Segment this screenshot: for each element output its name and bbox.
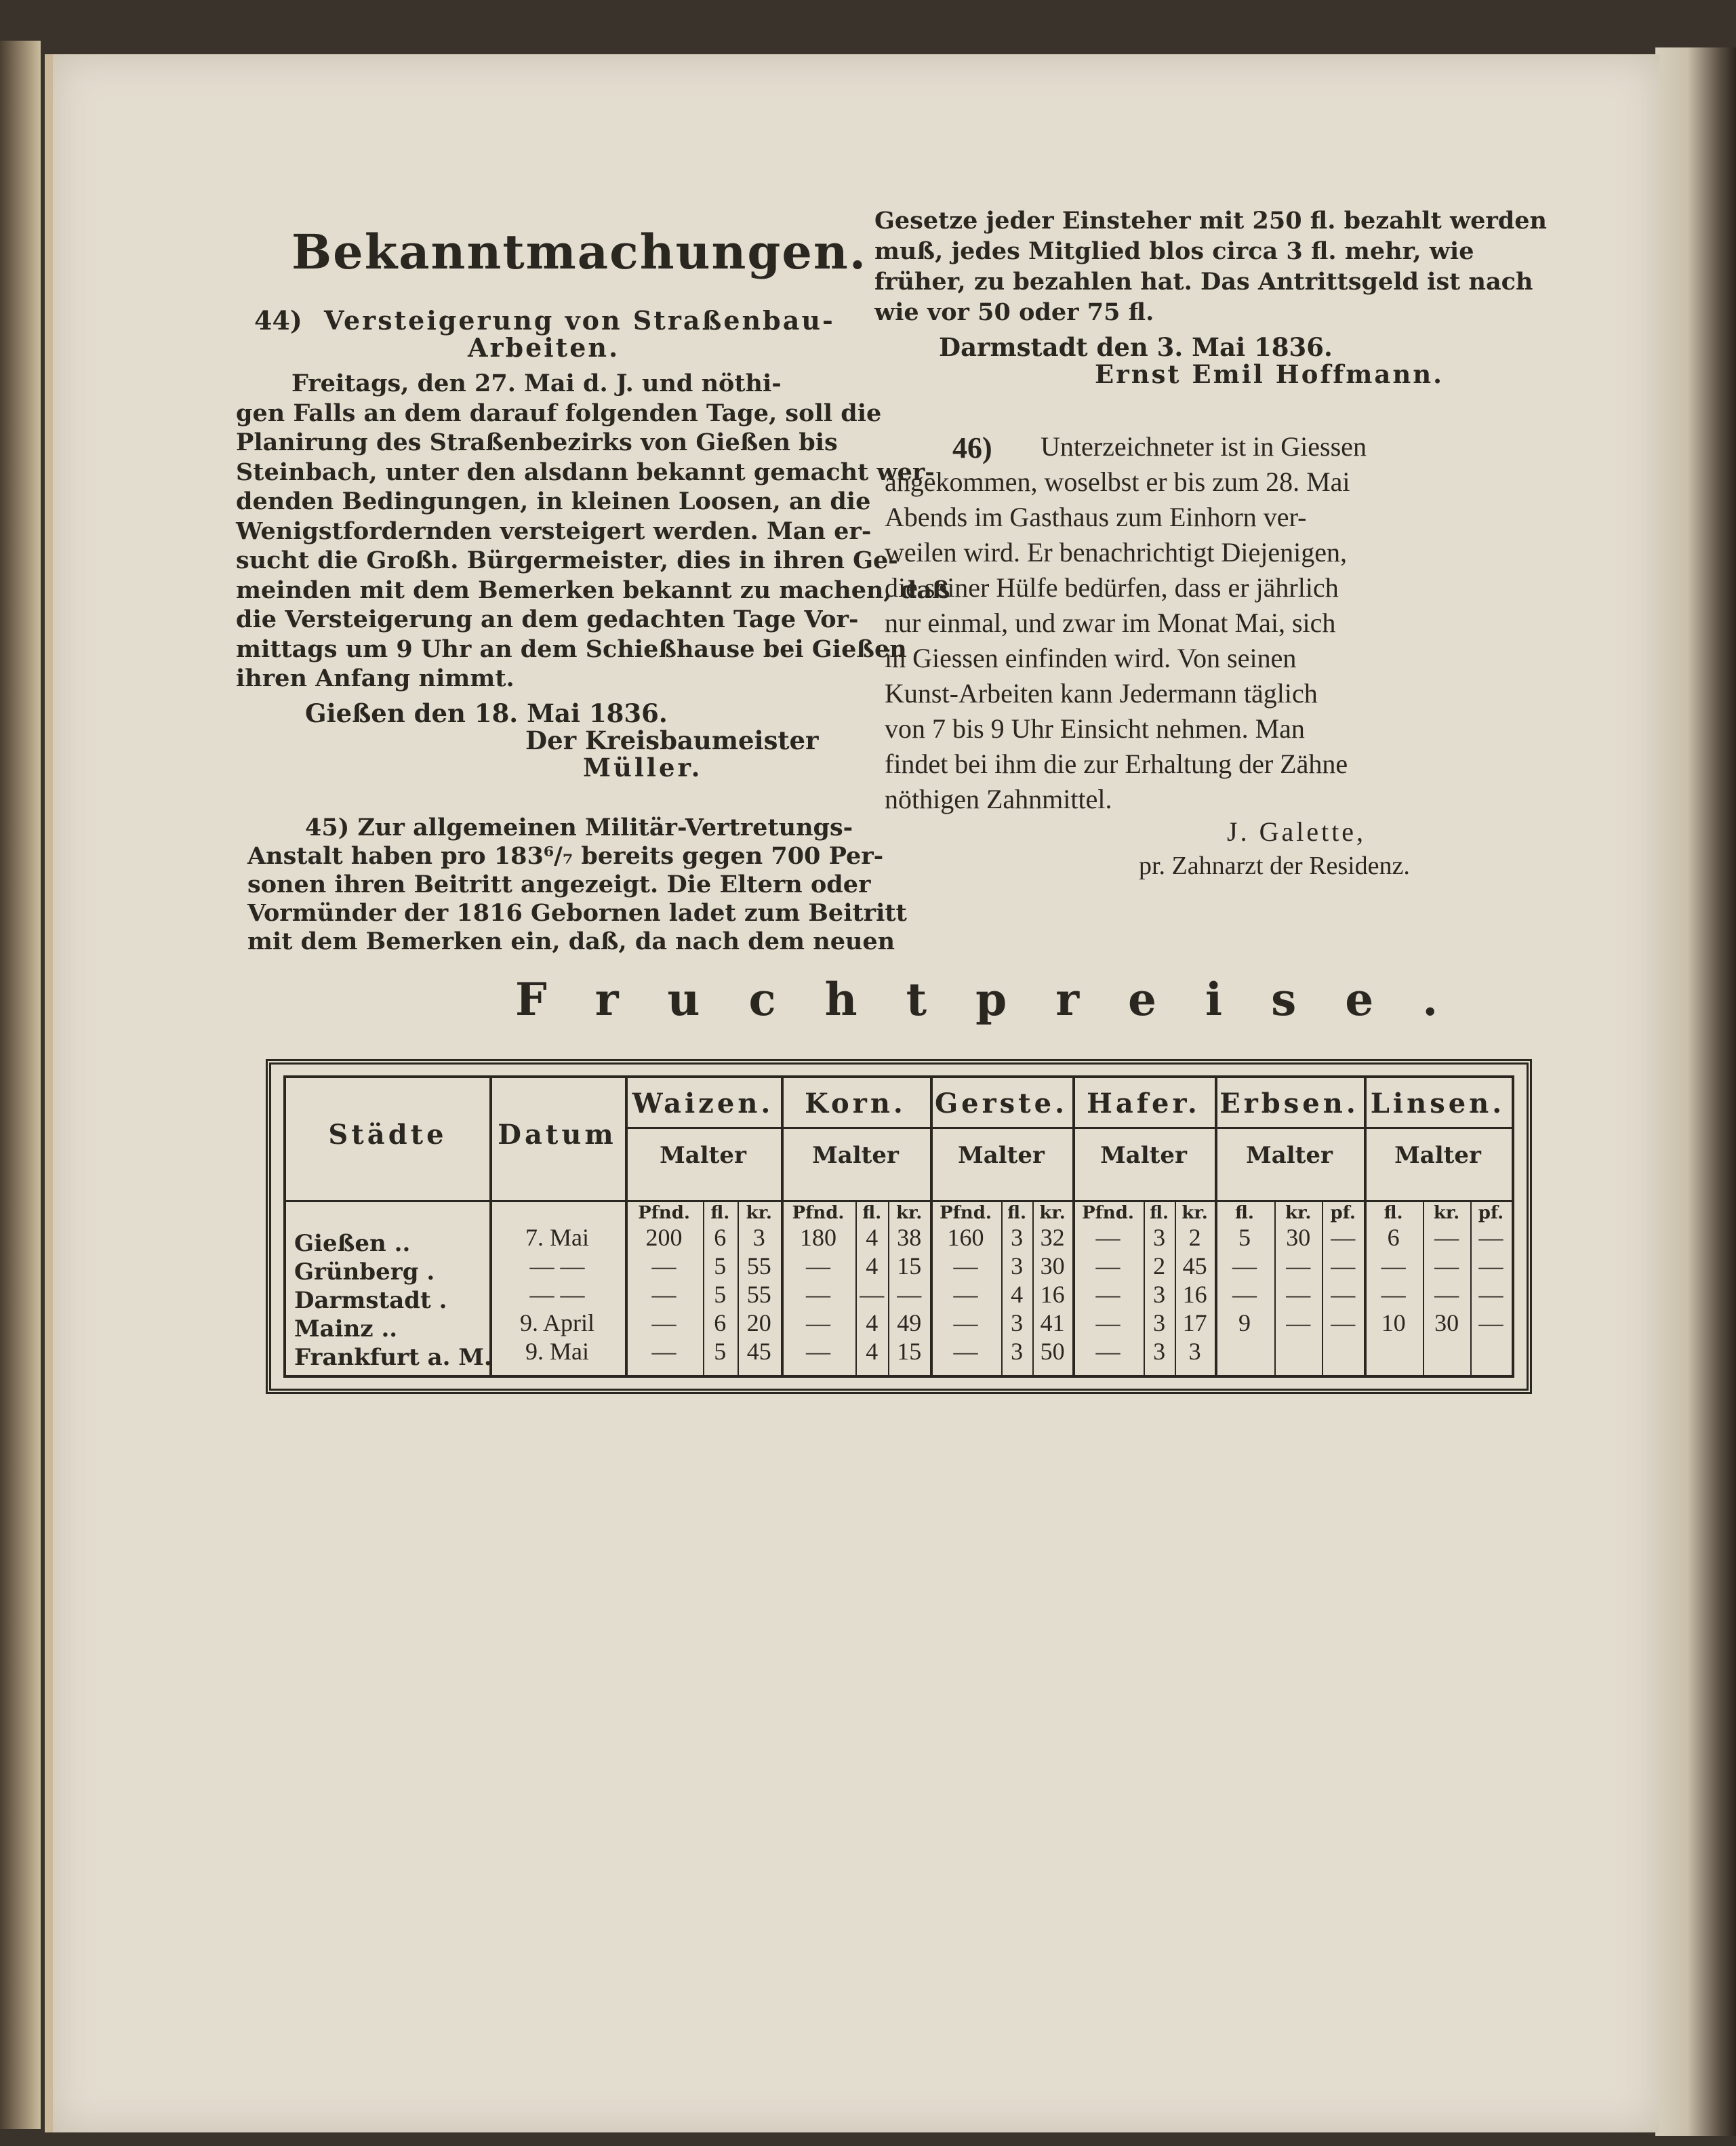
notice-46-signer-title: pr. Zahnarzt der Residenz. [1139,852,1410,880]
notice-45-line: wie vor 50 oder 75 fl. [874,298,1154,326]
price-cell: 16 [1182,1281,1207,1308]
notice-44-line: meinden mit dem Bemerken bekannt zu machen, daß [236,576,950,604]
price-cell: — [953,1309,978,1336]
header-unit: Malter [812,1142,899,1169]
price-cell: 30 [1040,1252,1065,1279]
fruchtpreise-table [266,1059,1532,1394]
table-row-city: Darmstadt . [294,1287,447,1314]
subheader-unit: fl. [710,1203,730,1223]
subheader-unit: kr. [1182,1203,1208,1223]
price-cell: — [1478,1252,1503,1279]
price-cell: 55 [746,1252,771,1279]
header-grain: Waizen. [632,1088,774,1119]
header-grain: Erbsen. [1219,1088,1359,1119]
price-cell: — [1381,1281,1406,1308]
notice-44-date: Gießen den 18. Mai 1836. [305,698,668,728]
price-cell: — [1095,1281,1121,1308]
price-cell: 180 [800,1224,836,1251]
header-unit: Malter [660,1142,746,1169]
notice-45-line: Vormünder der 1816 Gebornen ladet zum Beitritt [247,899,907,927]
price-cell: — [1434,1281,1459,1308]
price-cell: 45 [746,1338,771,1365]
price-cell: 3 [1011,1338,1024,1365]
price-cell: — [953,1338,978,1365]
notice-46-number: 46) [952,431,992,464]
price-cell: — [1331,1224,1356,1251]
price-cell: 3 [1153,1338,1166,1365]
price-cell: 15 [897,1338,922,1365]
subheader-unit: kr. [746,1203,772,1223]
notice-44-line: Freitags, den 27. Mai d. J. und nöthi- [291,370,782,397]
price-cell: — [651,1338,677,1365]
table-row-date: — — [529,1281,585,1308]
header-grain: Korn. [805,1088,906,1119]
price-cell: 3 [1188,1338,1201,1365]
subheader-unit: Pfnd. [1082,1203,1134,1223]
price-cell: 2 [1188,1224,1201,1251]
header-staedte: Städte [328,1119,447,1151]
price-cell: 50 [1040,1338,1065,1365]
subheader-unit: fl. [1150,1203,1169,1223]
price-cell: 45 [1182,1252,1207,1279]
notice-44-signer-title: Der Kreisbaumeister [525,726,819,755]
price-cell: 16 [1040,1281,1065,1308]
price-cell: — [1286,1281,1311,1308]
notice-44-signer: Müller. [583,753,703,782]
price-cell: — [1095,1252,1121,1279]
price-cell: — [897,1281,922,1308]
price-cell: — [1381,1252,1406,1279]
row-divider [286,1200,1512,1202]
price-cell: 4 [866,1224,879,1251]
price-cell: 49 [897,1309,922,1336]
price-cell: 5 [714,1281,727,1308]
price-cell: — [1232,1252,1257,1279]
notice-44-line: Wenigstfordernden versteigert werden. Man er- [236,517,872,545]
next-page-edge [1655,47,1736,2136]
price-cell: 5 [1238,1224,1251,1251]
notice-44-title-2: Arbeiten. [468,332,620,363]
price-cell: 3 [1153,1281,1166,1308]
header-datum: Datum [498,1119,617,1151]
notice-46-line: von 7 bis 9 Uhr Einsicht nehmen. Man [885,713,1305,744]
price-cell: — [1331,1281,1356,1308]
page-heading: Bekanntmachungen. [291,224,868,280]
subheader-unit: Pfnd. [792,1203,845,1223]
notice-46-line: Abends im Gasthaus zum Einhorn ver- [885,502,1307,532]
price-cell: 4 [866,1309,879,1336]
price-cell: — [860,1281,885,1308]
price-cell: — [651,1252,677,1279]
subheader-unit: fl. [1235,1203,1254,1223]
notice-44-line: Planirung des Straßenbezirks von Gießen bis [236,429,838,456]
price-cell: — [1434,1252,1459,1279]
price-cell: — [806,1309,830,1336]
subheader-unit: fl. [1007,1203,1027,1223]
price-cell: 2 [1153,1252,1166,1279]
subheader-unit: pf. [1330,1203,1356,1223]
price-cell: — [1478,1309,1503,1336]
table-row-city: Gießen .. [294,1230,411,1257]
header-unit: Malter [1100,1142,1187,1169]
subheader-unit: Pfnd. [940,1203,992,1223]
header-unit: Malter [1246,1142,1333,1169]
price-cell: — [1232,1281,1257,1308]
price-cell: 4 [1011,1281,1024,1308]
header-grain: Gerste. [934,1088,1068,1119]
price-cell: 5 [714,1338,727,1365]
notice-46-line: in Giessen einfinden wird. Von seinen [885,643,1297,673]
subheader-unit: fl. [862,1203,882,1223]
subheader-unit: fl. [1384,1203,1403,1223]
price-cell: 3 [752,1224,765,1251]
notice-45-date: Darmstadt den 3. Mai 1836. [939,332,1333,362]
table-row-date: — — [529,1252,585,1279]
notice-46-line: Unterzeichneter ist in Giessen [1041,431,1367,462]
notice-44-line: die Versteigerung an dem gedachten Tage Vor- [236,605,859,633]
notice-44-line: ihren Anfang nimmt. [236,664,514,692]
notice-45-line: sonen ihren Beitritt angezeigt. Die Eltern oder [247,871,871,898]
notice-46-line: Kunst-Arbeiten kann Jedermann täglich [885,678,1318,709]
notice-46-line: die seiner Hülfe bedürfen, dass er jährlich [885,572,1339,603]
price-cell: 6 [714,1224,727,1251]
notice-46-signer: J. Galette, [1227,816,1367,847]
price-cell: — [651,1309,677,1336]
price-cell: 20 [746,1309,771,1336]
notice-44-title: Versteigerung von Straßenbau- [324,305,835,336]
price-cell: — [953,1281,978,1308]
price-cell: — [806,1338,830,1365]
table-row-city: Frankfurt a. M. [294,1344,492,1371]
price-cell: 3 [1011,1224,1024,1251]
price-cell: — [1286,1309,1311,1336]
notice-44-line: sucht die Großh. Bürgermeister, dies in ihren Ge- [236,547,898,574]
notice-44-line: mittags um 9 Uhr an dem Schießhause bei Gießen [236,635,907,663]
notice-44-line: Steinbach, unter den alsdann bekannt gemacht wer- [236,458,935,486]
price-cell: — [953,1252,978,1279]
notice-45-line: Gesetze jeder Einsteher mit 250 fl. bezahlt werden [874,207,1547,235]
notice-45-line: früher, zu bezahlen hat. Das Antrittsgeld ist nach [874,268,1533,296]
notice-45-line: 45) Zur allgemeinen Militär-Vertretungs- [305,814,853,841]
notice-44-line: gen Falls an dem darauf folgenden Tage, soll die [236,399,882,427]
price-cell: 38 [897,1224,922,1251]
table-row-date: 9. April [519,1309,594,1336]
notice-45-line: mit dem Bemerken ein, daß, da nach dem neuen [247,928,895,955]
row-divider [625,1127,1512,1129]
notice-44-number: 44) [254,305,302,336]
notice-46-line: nur einmal, und zwar im Monat Mai, sich [885,608,1336,638]
price-cell: — [1095,1309,1121,1336]
price-cell: — [806,1281,830,1308]
book-edge-left [0,41,41,2129]
price-cell: — [1478,1224,1503,1251]
table-row-city: Grünberg . [294,1258,435,1286]
fruchtpreise-title: Fruchtpreise. [515,973,1487,1026]
table-row-date: 7. Mai [525,1224,589,1251]
price-cell: 30 [1286,1224,1311,1251]
price-cell: 10 [1381,1309,1406,1336]
price-cell: 17 [1182,1309,1207,1336]
price-cell: — [806,1252,830,1279]
subheader-unit: kr. [1039,1203,1066,1223]
header-unit: Malter [1394,1142,1481,1169]
notice-45-signer: Ernst Emil Hoffmann. [1095,359,1445,389]
price-cell: 3 [1011,1309,1024,1336]
price-cell: — [1434,1224,1459,1251]
notice-46-line: findet bei ihm die zur Erhaltung der Zähne [885,749,1348,779]
notice-46-line: angekommen, woselbst er bis zum 28. Mai [885,466,1350,497]
price-cell: — [1331,1309,1356,1336]
subheader-unit: Pfnd. [638,1203,690,1223]
subheader-unit: kr. [1285,1203,1312,1223]
price-cell: — [1478,1281,1503,1308]
price-cell: — [651,1281,677,1308]
price-cell: 3 [1153,1309,1166,1336]
subheader-unit: kr. [895,1203,923,1223]
price-cell: 6 [1387,1224,1400,1251]
table-grid [283,1075,1514,1378]
notice-46-line: weilen wird. Er benachrichtigt Diejenigen, [885,537,1347,568]
price-cell: 3 [1011,1252,1024,1279]
notice-44-line: denden Bedingungen, in kleinen Loosen, an die [236,488,871,515]
price-cell: 160 [947,1224,984,1251]
price-cell: 41 [1040,1309,1065,1336]
subheader-unit: kr. [1433,1203,1460,1223]
price-cell: 4 [866,1252,879,1279]
price-cell: 30 [1434,1309,1459,1336]
price-cell: 200 [645,1224,683,1251]
price-cell: 9 [1238,1309,1251,1336]
notice-46-line: nöthigen Zahnmittel. [885,784,1112,814]
price-cell: — [1331,1252,1356,1279]
header-grain: Hafer. [1087,1088,1200,1119]
price-cell: 32 [1040,1224,1065,1251]
price-cell: — [1286,1252,1311,1279]
price-cell: 3 [1153,1224,1166,1251]
notice-45-line: muß, jedes Mitglied blos circa 3 fl. mehr, wie [874,237,1474,265]
subheader-unit: pf. [1478,1203,1504,1223]
price-cell: 55 [746,1281,771,1308]
price-cell: 15 [897,1252,922,1279]
notice-45-line: Anstalt haben pro 183⁶/₇ bereits gegen 700 Per- [247,842,884,870]
price-cell: 6 [714,1309,727,1336]
price-cell: 4 [866,1338,879,1365]
price-cell: 5 [714,1252,727,1279]
header-grain: Linsen. [1370,1088,1506,1119]
header-unit: Malter [958,1142,1045,1169]
table-row-date: 9. Mai [525,1338,589,1365]
table-row-city: Mainz .. [294,1315,398,1343]
price-cell: — [1095,1338,1121,1365]
price-cell: — [1095,1224,1121,1251]
